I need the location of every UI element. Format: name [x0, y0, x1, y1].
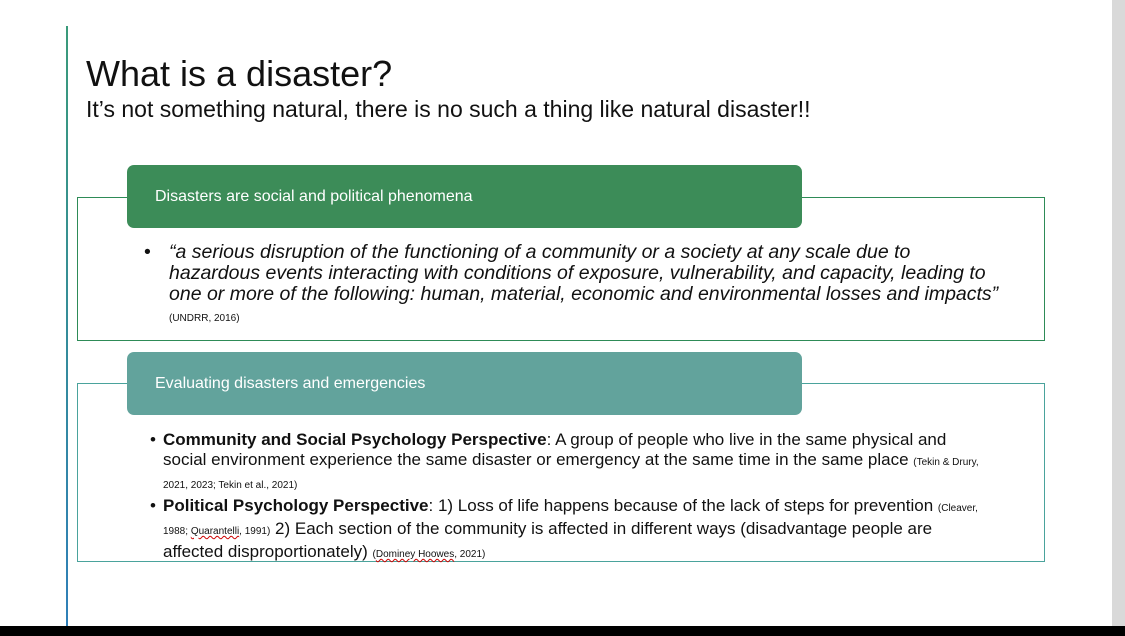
section-header-label: Evaluating disasters and emergencies	[155, 374, 426, 392]
perspective-body: 2) Each section of the community is affected in different ways (disadvantage people are affected disproportionately)	[163, 519, 933, 561]
slide-subtitle: It’s not something natural, there is no such a thing like natural disaster!!	[86, 96, 811, 122]
section-header-label: Disasters are social and political phenomena	[155, 187, 473, 205]
section-header-social-political	[127, 165, 802, 228]
bullet: •	[150, 430, 156, 449]
perspective-heading: Community and Social Psychology Perspective	[163, 430, 547, 449]
bullet: •	[144, 241, 151, 263]
citation-name-misspelled: Dominey Hoowes	[375, 549, 455, 560]
citation-part: (Cleaver, 1988;	[163, 503, 978, 537]
citation-part: , 1991)	[239, 526, 271, 537]
list-item	[150, 430, 990, 496]
bottom-bar	[0, 626, 1125, 636]
perspectives-list	[150, 430, 990, 565]
citation-part: (	[372, 549, 376, 560]
perspective-citation	[373, 549, 486, 560]
citation-name-misspelled: Quarantelli	[190, 526, 240, 537]
definition-quote	[144, 242, 1004, 329]
accent-line	[66, 26, 68, 626]
perspective-heading: Political Psychology Perspective	[163, 496, 429, 515]
list-item	[150, 496, 990, 565]
section-header-evaluating	[127, 352, 802, 415]
perspective-citation: (Tekin & Drury, 2021, 2023; Tekin et al., 2021)	[163, 457, 979, 491]
slide-title: What is a disaster?	[86, 53, 393, 94]
bullet: •	[150, 496, 156, 515]
perspective-body: : A group of people who live in the same physical and social environment experience the same disaster or emergency at the same time in the same place	[163, 430, 947, 469]
scrollbar-track[interactable]	[1112, 0, 1125, 626]
citation-part: , 2021)	[454, 549, 486, 560]
quote-citation: (UNDRR, 2016)	[169, 313, 240, 324]
quote-text: “a serious disruption of the functioning of a community or a society at any scale due to hazardous events interacting with conditions of exposure, vulnerability, and capacity, leading to one or more of the following: human, material, economic and environmental losses and impacts”	[169, 241, 999, 305]
perspective-body: : 1) Loss of life happens because of the lack of steps for prevention	[428, 496, 934, 515]
